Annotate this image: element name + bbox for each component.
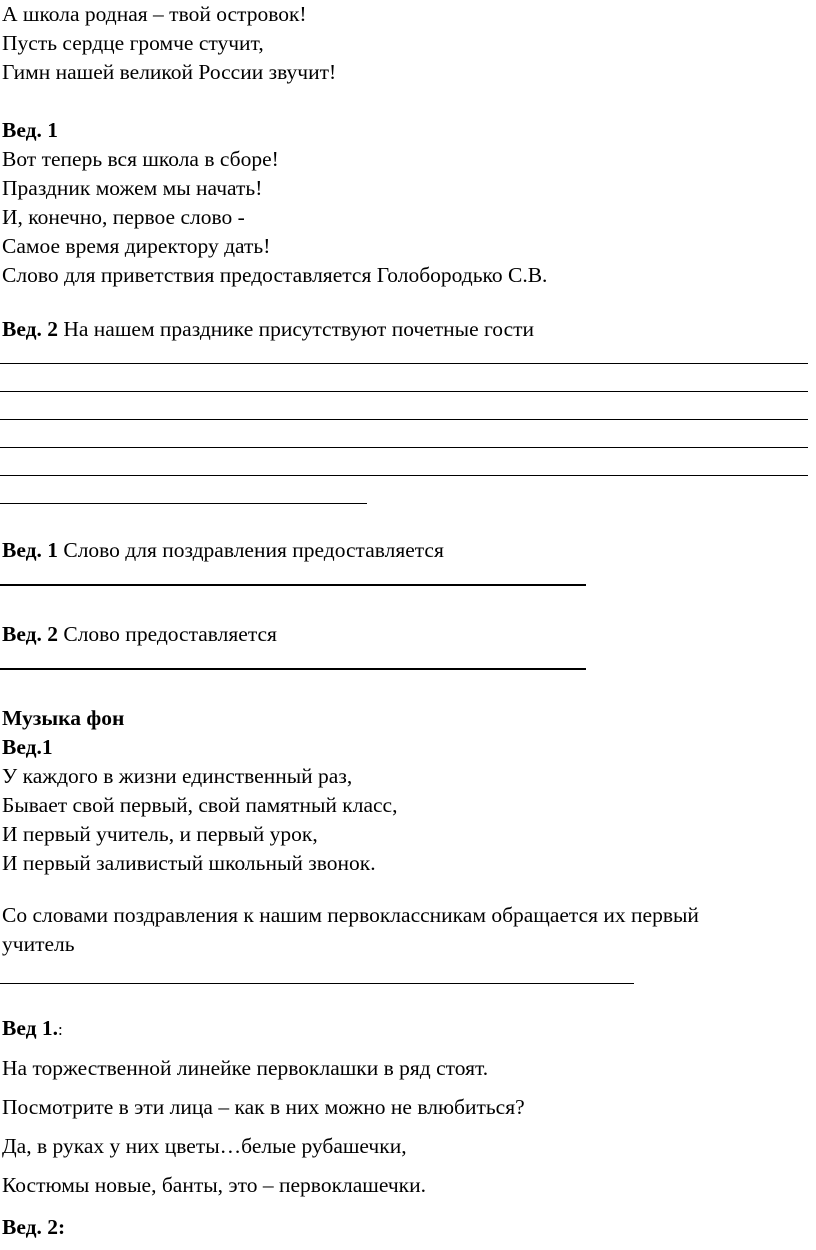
fill-in-line (0, 983, 634, 984)
guests-paragraph (2, 319, 534, 341)
word-paragraph (2, 624, 277, 646)
speaker-label: Вед. 1 (2, 118, 58, 142)
colon-suffix: : (57, 1020, 63, 1039)
poem-line: И, конечно, первое слово - (2, 205, 245, 229)
poem-line: И первый учитель, и первый урок, (2, 822, 318, 846)
poem-line: Гимн нашей великой России звучит! (2, 60, 337, 84)
speaker-label: Вед. 2 (2, 317, 58, 341)
congrats-text: Слово для поздравления предоставляется (57, 538, 444, 562)
speaker-label: Вед. 2 (2, 622, 58, 646)
guests-text: На нашем празднике присутствуют почетные гости (57, 317, 535, 341)
congrats-paragraph (2, 540, 444, 562)
poem-line: Посмотрите в эти лица – как в них можно не влюбиться? (2, 1095, 525, 1119)
poem-line: У каждого в жизни единственный раз, (2, 764, 353, 788)
poem-line: Да, в руках у них цветы…белые рубашечки, (2, 1134, 407, 1158)
poem-line: Пусть сердце громче стучит, (2, 31, 264, 55)
fill-in-line (0, 668, 586, 670)
speaker-label: Вед.1 (2, 735, 53, 759)
fill-in-line (0, 363, 808, 364)
speaker-label: Вед 1. (2, 1016, 58, 1040)
fill-in-line (0, 419, 808, 420)
poem-line: Самое время директору дать! (2, 234, 271, 258)
poem-line: Бывает свой первый, свой памятный класс, (2, 793, 398, 817)
fill-in-line (0, 447, 808, 448)
teacher-paragraph-line: учитель (2, 932, 75, 956)
poem-line: Вот теперь вся школа в сборе! (2, 147, 279, 171)
speaker-label: Вед. 2: (2, 1215, 66, 1239)
fill-in-line (0, 503, 367, 504)
speaker-label: Вед. 1 (2, 538, 58, 562)
teacher-paragraph-line: Со словами поздравления к нашим первоклассникам обращается их первый (2, 903, 699, 927)
poem-line: А школа родная – твой островок! (2, 2, 307, 26)
poem-line: Праздник можем мы начать! (2, 176, 263, 200)
poem-line: И первый заливистый школьный звонок. (2, 851, 376, 875)
music-note: Музыка фон (2, 706, 125, 730)
fill-in-line (0, 475, 808, 476)
fill-in-line (0, 584, 586, 586)
poem-line: На торжественной линейке первоклашки в ряд стоят. (2, 1056, 489, 1080)
speaker-heading (2, 1018, 63, 1040)
poem-line: Костюмы новые, банты, это – первоклашечки. (2, 1173, 426, 1197)
fill-in-line (0, 391, 808, 392)
announcement-line: Слово для приветствия предоставляется Голобородько С.В. (2, 263, 548, 287)
word-text: Слово предоставляется (57, 622, 277, 646)
